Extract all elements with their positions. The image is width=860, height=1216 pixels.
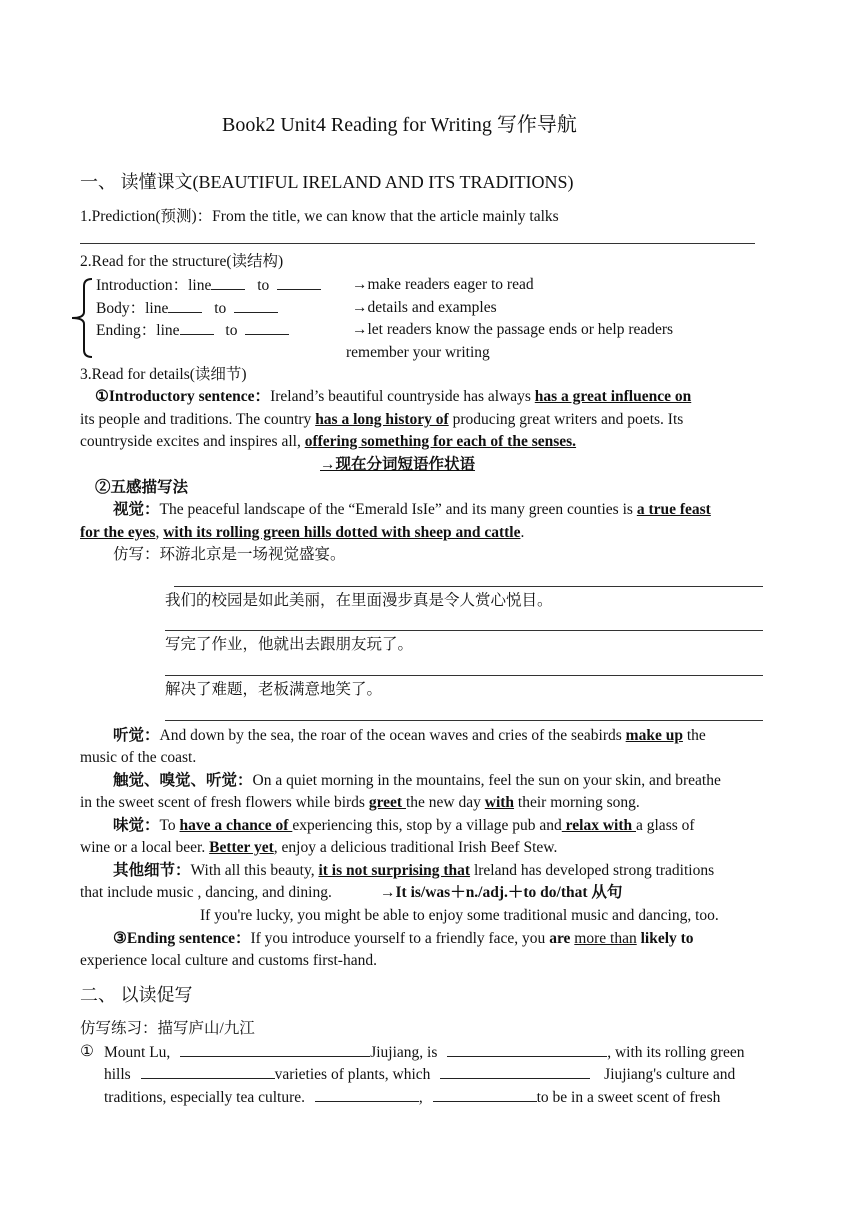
body-start-blank[interactable] xyxy=(168,297,202,313)
practice-text: , with its rolling green xyxy=(607,1044,745,1061)
taste-text: experiencing this, stop by a village pub and xyxy=(292,817,562,834)
practice-text: Jiujiang, is xyxy=(370,1044,438,1061)
ending-sentence-label: ③Ending sentence： xyxy=(113,930,251,947)
ending-sentence-line1 xyxy=(113,928,694,950)
practice-text: varieties of plants, which xyxy=(274,1066,431,1083)
taste-line1 xyxy=(113,815,695,837)
intro-end-blank[interactable] xyxy=(277,274,321,290)
key-phrase: with its rolling green hills dotted with sheep and cattle xyxy=(163,524,521,541)
practice-line1 xyxy=(104,1041,745,1064)
touch-text: their morning song. xyxy=(514,794,640,811)
section-one-heading: 一、 读懂课文(BEAUTIFUL IRELAND AND ITS TRADITIONS) xyxy=(80,172,574,192)
hearing-line2: music of the coast. xyxy=(80,749,197,766)
practice-text: , xyxy=(418,1089,423,1106)
practice-blank[interactable] xyxy=(433,1086,537,1102)
page-title: Book2 Unit4 Reading for Writing 写作导航 xyxy=(222,114,577,136)
imitate-answer-line[interactable] xyxy=(165,675,763,676)
practice-blank[interactable] xyxy=(440,1063,590,1079)
imitate-prompt: 我们的校园是如此美丽，在里面漫步真是令人赏心悦目。 xyxy=(165,592,553,609)
body-label: Body：line xyxy=(96,300,169,317)
intro-note: →make readers eager to read xyxy=(352,276,534,293)
sight-label: 视觉： xyxy=(113,501,160,518)
intro-to: to xyxy=(257,277,270,294)
other-line1 xyxy=(113,860,714,882)
imitate-line1 xyxy=(113,544,346,566)
taste-text: , enjoy a delicious traditional Irish Beef Stew. xyxy=(273,839,558,856)
key-phrase: it is not surprising that xyxy=(318,862,471,879)
hearing-label: 听觉： xyxy=(113,727,160,744)
practice-text: Jiujiang's culture and xyxy=(604,1066,736,1083)
key-phrase: for the eyes xyxy=(80,524,156,541)
practice-blank[interactable] xyxy=(447,1041,607,1057)
touch-line1 xyxy=(113,770,721,792)
intro-text: producing great writers and poets. Its xyxy=(448,411,684,428)
five-senses-heading: ②五感描写法 xyxy=(95,479,189,496)
practice-text: Mount Lu, xyxy=(104,1044,171,1061)
key-word: are xyxy=(549,930,571,947)
participle-note: →现在分词短语作状语 xyxy=(320,456,476,473)
ending-note-continued: remember your writing xyxy=(346,344,490,361)
sentence-pattern-note: →It is/was＋n./adj.＋to do/that 从句 xyxy=(380,884,623,901)
taste-label: 味觉： xyxy=(113,817,160,834)
details-title: 3.Read for details(读细节) xyxy=(80,366,247,383)
practice-text: traditions, especially tea culture. xyxy=(104,1089,305,1106)
structure-title: 2.Read for the structure(读结构) xyxy=(80,253,284,270)
hearing-text: And down by the sea, the roar of the ocean waves and cries of the seabirds xyxy=(159,727,626,744)
imitate-prompt: 写完了作业，他就出去跟朋友玩了。 xyxy=(165,636,414,653)
taste-text: a glass of xyxy=(636,817,695,834)
key-phrase: with xyxy=(484,794,515,811)
ending-sentence-line2: experience local culture and customs first-hand. xyxy=(80,952,377,969)
imitate-label: 仿写： xyxy=(113,546,160,563)
practice-blank[interactable] xyxy=(141,1063,275,1079)
structure-ending xyxy=(96,319,289,342)
other-text: With all this beauty, xyxy=(190,862,319,879)
other-label: 其他细节： xyxy=(113,862,191,879)
ending-note: →let readers know the passage ends or help readers xyxy=(352,321,674,338)
sight-line1 xyxy=(113,499,711,521)
imitate-answer-line[interactable] xyxy=(165,630,763,631)
body-end-blank[interactable] xyxy=(234,297,278,313)
key-phrase: more than xyxy=(574,930,637,947)
ending-text: If you introduce yourself to a friendly face, you xyxy=(250,930,550,947)
intro-label: Introduction：line xyxy=(96,277,212,294)
practice-blank[interactable] xyxy=(180,1041,370,1057)
ending-start-blank[interactable] xyxy=(180,319,214,335)
key-phrase: have a chance of xyxy=(179,817,293,834)
section-two-heading: 二、 以读促写 xyxy=(80,985,193,1005)
practice-line3 xyxy=(104,1086,720,1109)
intro-sentence-line1 xyxy=(95,386,691,408)
left-brace xyxy=(66,276,96,360)
intro-text: countryside excites and inspires all, xyxy=(80,433,305,450)
practice-number: ① xyxy=(80,1043,94,1060)
other-line3: If you're lucky, you might be able to enjoy some traditional music and dancing, too. xyxy=(200,907,719,924)
touch-text: in the sweet scent of fresh flowers while birds xyxy=(80,794,369,811)
touch-label: 触觉、嗅觉、听觉： xyxy=(113,772,253,789)
key-phrase: offering something for each of the senses. xyxy=(304,433,577,450)
imitate-answer-line[interactable] xyxy=(165,720,763,721)
ending-to: to xyxy=(225,322,238,339)
practice-label: 仿写练习：描写庐山/九江 xyxy=(80,1020,255,1037)
other-text: lreland has developed strong traditions xyxy=(470,862,715,879)
taste-text: To xyxy=(159,817,180,834)
key-phrase: greet xyxy=(368,794,406,811)
touch-line2 xyxy=(80,792,640,814)
practice-text: hills xyxy=(104,1066,131,1083)
intro-sentence-line3 xyxy=(80,431,576,453)
key-phrase: relax with xyxy=(561,817,636,834)
key-phrase: a true feast xyxy=(636,501,711,518)
ending-end-blank[interactable] xyxy=(245,319,289,335)
intro-start-blank[interactable] xyxy=(211,274,245,290)
hearing-line1 xyxy=(113,725,706,747)
sight-text: , xyxy=(155,524,164,541)
hearing-text: the xyxy=(682,727,706,744)
ending-label: Ending：line xyxy=(96,322,180,339)
key-phrase: Better yet xyxy=(209,839,274,856)
key-phrase: has a long history of xyxy=(315,411,449,428)
prediction-prompt: 1.Prediction(预测)：From the title, we can know that the article mainly talks xyxy=(80,208,559,225)
body-to: to xyxy=(214,300,227,317)
structure-introduction xyxy=(96,274,321,297)
imitate-answer-line[interactable] xyxy=(174,586,763,587)
other-line2: that include music , dancing, and dining. xyxy=(80,884,332,901)
intro-text: Ireland’s beautiful countryside has always xyxy=(270,388,535,405)
key-phrase: has a great influence on xyxy=(534,388,692,405)
taste-line2 xyxy=(80,837,557,859)
key-word: likely to xyxy=(640,930,694,947)
touch-text: On a quiet morning in the mountains, feel the sun on your skin, and breathe xyxy=(252,772,721,789)
imitate-prompt: 解决了难题，老板满意地笑了。 xyxy=(165,681,383,698)
sight-text: . xyxy=(520,524,525,541)
intro-sentence-line2 xyxy=(80,409,683,431)
prediction-answer-line[interactable] xyxy=(80,243,755,244)
taste-text: wine or a local beer. xyxy=(80,839,210,856)
intro-sentence-label: ①Introductory sentence： xyxy=(95,388,271,405)
sight-line2 xyxy=(80,522,524,544)
intro-text: its people and traditions. The country xyxy=(80,411,316,428)
structure-body xyxy=(96,297,278,320)
practice-line2 xyxy=(104,1063,735,1086)
touch-text: the new day xyxy=(405,794,485,811)
body-note: →details and examples xyxy=(352,299,497,316)
imitate-prompt: 环游北京是一场视觉盛宴。 xyxy=(159,546,346,563)
key-phrase: make up xyxy=(625,727,683,744)
practice-blank[interactable] xyxy=(315,1086,419,1102)
sight-text: The peaceful landscape of the “Emerald IsIe” and its many green counties is xyxy=(159,501,637,518)
practice-text: to be in a sweet scent of fresh xyxy=(536,1089,721,1106)
